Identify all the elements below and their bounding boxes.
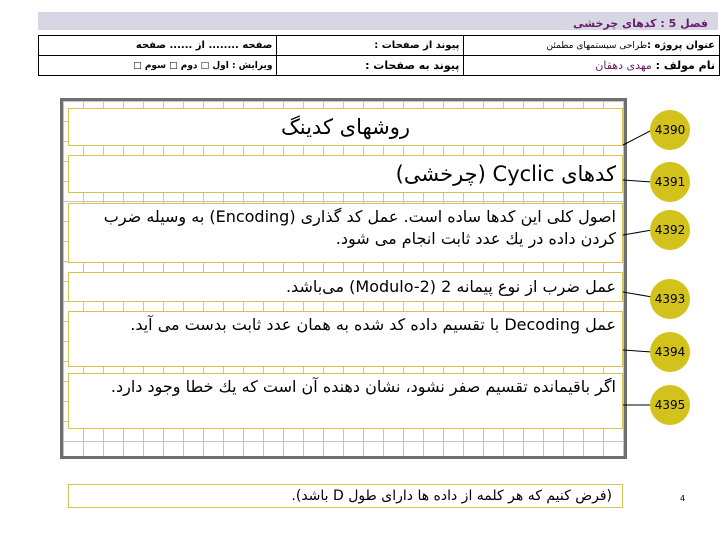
project-cell [464,36,720,56]
badge-4394: 4394 [650,332,690,372]
project-value: طراحی سیستمهای مطمئن [546,41,648,51]
link-to-cell: پیوند به صفحات : [277,56,464,76]
header-row-2 [39,56,720,76]
revision-second-checkbox[interactable]: □ [169,60,178,71]
link-from-cell: پیوند از صفحات : [277,36,464,56]
badge-4395: 4395 [650,385,690,425]
box-4391: کدهای Cyclic (چرخشی) [68,155,623,193]
author-cell [464,56,720,76]
box-4395: اگر باقیمانده تقسیم صفر نشود، نشان دهنده آن است که يك خطا وجود دارد. [68,373,623,429]
revision-label: ویرایش : اول [212,60,273,71]
box-4394: عمل Decoding با تقسیم داده کد شده به همان عدد ثابت بدست می آید. [68,311,623,367]
header-table [38,35,720,76]
badge-4391: 4391 [650,162,690,202]
badge-4392: 4392 [650,210,690,250]
author-value: مهدی دهقان [595,59,652,72]
revision-first-checkbox[interactable]: □ [200,60,210,71]
connector-4390 [623,130,652,145]
connector-4393 [623,292,652,297]
revision-third-checkbox[interactable]: □ [133,60,142,71]
author-label: نام مولف : [655,59,715,72]
chapter-title: فصل 5 : کدهای چرخشی [573,17,708,30]
footnote: (فرض کنیم که هر کلمه از داده ها دارای طول D باشد). [68,484,623,508]
revision-second-label: دوم [180,60,198,71]
connector-4392 [623,230,652,235]
header-row-1 [39,36,720,56]
badge-4390: 4390 [650,110,690,150]
revision-third-label: سوم [144,60,166,71]
project-label: عنوان پروژه : [647,40,715,51]
revision-cell [39,56,277,76]
box-4392: اصول کلی این کدها ساده است. عمل کد گذاری (Encoding) به وسیله ضرب کردن داده در يك عدد ثابت انجام می شود. [68,203,623,263]
badge-4393: 4393 [650,279,690,319]
chapter-bar [38,12,718,30]
box-4390: روشهای کدینگ [68,108,623,146]
connector-4391 [623,180,652,182]
page-of-cell: صفحه ........ از ...... صفحه [39,36,277,56]
connector-4394 [623,350,652,352]
box-4393: عمل ضرب از نوع پیمانه 2 (Modulo-2) می‌باشد. [68,272,623,302]
page-number: 4 [680,494,686,503]
